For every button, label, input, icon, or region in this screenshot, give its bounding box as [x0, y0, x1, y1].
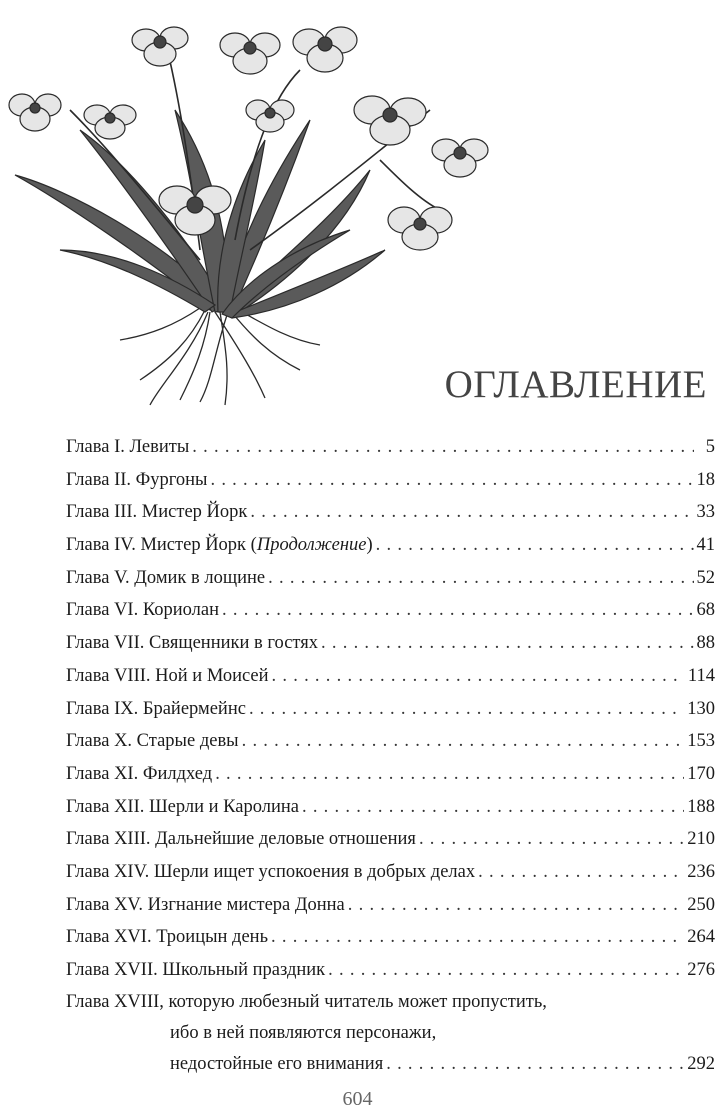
dot-leader: [272, 660, 685, 693]
toc-entry-title-text: Глава XVI. Троицын день: [66, 927, 269, 948]
toc-entry-page: 153: [687, 731, 715, 752]
toc-entry-title: [66, 921, 268, 954]
toc-entry: [66, 823, 715, 856]
toc-entry: [66, 921, 715, 954]
toc-entry-page: 114: [687, 665, 715, 686]
toc-entry-title-text: Глава VIII. Ной и Моисей: [66, 665, 269, 686]
toc-entry-title: [66, 791, 299, 824]
toc-entry-title-text: Глава XIII. Дальнейшие деловые отношения: [66, 829, 416, 850]
orchid-illustration-icon: [0, 0, 500, 410]
toc-entry-title: [66, 464, 207, 497]
dot-leader: [376, 529, 694, 562]
dot-leader: [271, 921, 684, 954]
toc-entry-title: [66, 627, 318, 660]
toc-entry-title: [66, 562, 265, 595]
page-number: 604: [342, 1088, 373, 1110]
toc-entry-page: 236: [687, 861, 715, 882]
dot-leader: [386, 1049, 684, 1080]
dot-leader: [348, 889, 685, 922]
toc-entry-title-italic: Продолжение: [256, 535, 367, 556]
toc-entry: [66, 725, 715, 758]
toc-entry-title: [66, 758, 212, 791]
toc-entry: [66, 464, 715, 497]
toc-entry-page: 41: [696, 535, 715, 556]
toc-entry-title-text: Глава VII. Священники в гостях: [66, 633, 319, 654]
toc-entry-page: 33: [696, 502, 715, 523]
toc-entry-title-text: Глава XVII. Школьный праздник: [66, 960, 326, 980]
toc-entry-title-text: Глава III. Мистер Йорк: [66, 502, 248, 523]
toc-entry-page: 264: [687, 927, 715, 948]
toc-entry-title-text: Глава I. Левиты: [66, 437, 190, 457]
table-of-contents: [66, 431, 715, 1080]
toc-entry-title-text: недостойные его внимания: [170, 1053, 384, 1074]
toc-entry-page: 210: [687, 829, 715, 850]
toc-entry-title-text: Глава XII. Шерли и Каролина: [66, 796, 299, 817]
dot-leader: [328, 954, 684, 987]
toc-entry-title: [66, 889, 345, 922]
toc-entry-title: [66, 856, 475, 889]
toc-entry: [66, 594, 715, 627]
toc-entry-title: [66, 660, 269, 693]
dot-leader: [419, 823, 684, 856]
toc-entry-title: [66, 529, 373, 562]
toc-entry-page: 68: [696, 600, 715, 621]
toc-entry: [66, 954, 715, 987]
toc-entry-title: [66, 594, 219, 627]
dot-leader: [192, 431, 694, 464]
dot-leader: [242, 725, 685, 758]
toc-entry-title: [66, 496, 247, 529]
toc-entry-title: [66, 725, 239, 758]
toc-entry-page: 292: [687, 1053, 715, 1074]
dot-leader: [321, 627, 693, 660]
dot-leader: [249, 693, 684, 726]
toc-entry-title: [66, 954, 325, 987]
toc-entry-title: [66, 431, 189, 464]
toc-entry-title: [66, 823, 416, 856]
toc-entry: [66, 660, 715, 693]
toc-entry-page: 188: [687, 796, 715, 817]
toc-entry-title-text: Глава VI. Кориолан: [66, 600, 220, 621]
dot-leader: [222, 594, 693, 627]
toc-entry-page: 250: [687, 894, 715, 915]
toc-entry-title-line: [66, 1049, 715, 1080]
toc-entry-title-line: ибо в ней появляются персонажи,: [170, 1022, 437, 1043]
toc-entry-title-suffix: ): [366, 535, 373, 556]
toc-entry: [66, 693, 715, 726]
toc-entry-page: 130: [687, 698, 715, 719]
toc-entry-title-text: Глава IV. Мистер Йорк (: [66, 535, 257, 556]
toc-entry-page: 170: [687, 763, 715, 784]
toc-entry: [66, 791, 715, 824]
toc-entry: [66, 627, 715, 660]
dot-leader: [210, 464, 693, 497]
toc-entry-title-text: Глава XV. Изгнание мистера Донна: [66, 894, 345, 915]
toc-entry-page: 276: [687, 960, 715, 980]
dot-leader: [302, 791, 684, 824]
dot-leader: [250, 496, 693, 529]
toc-entry: [66, 856, 715, 889]
toc-entry: [66, 431, 715, 464]
toc-entry-title-text: Глава II. Фургоны: [66, 469, 208, 490]
toc-entry-title-text: Глава V. Домик в лощине: [66, 567, 266, 588]
toc-entry-title-text: Глава X. Старые девы: [66, 731, 239, 752]
toc-entry: [66, 562, 715, 595]
toc-entry-title-text: Глава IX. Брайермейнс: [66, 698, 246, 719]
dot-leader: [478, 856, 684, 889]
toc-entry-page: 5: [705, 437, 715, 457]
toc-entry-title-text: Глава XIV. Шерли ищет успокоения в добрых делах: [66, 861, 476, 882]
dot-leader: [215, 758, 684, 791]
toc-entry: [66, 987, 715, 1080]
toc-entry-title-line: Глава XVIII, которую любезный читатель может пропустить,: [66, 991, 547, 1012]
toc-heading: ОГЛАВЛЕНИЕ: [444, 363, 707, 406]
toc-entry-title-text: Глава XI. Филдхед: [66, 763, 213, 784]
dot-leader: [268, 562, 693, 595]
toc-entry-page: 88: [696, 633, 715, 654]
toc-entry: [66, 496, 715, 529]
toc-entry: [66, 889, 715, 922]
toc-entry: [66, 529, 715, 562]
toc-entry-page: 52: [696, 567, 715, 588]
toc-entry-page: 18: [696, 469, 715, 490]
toc-entry-title: [66, 693, 246, 726]
toc-entry: [66, 758, 715, 791]
